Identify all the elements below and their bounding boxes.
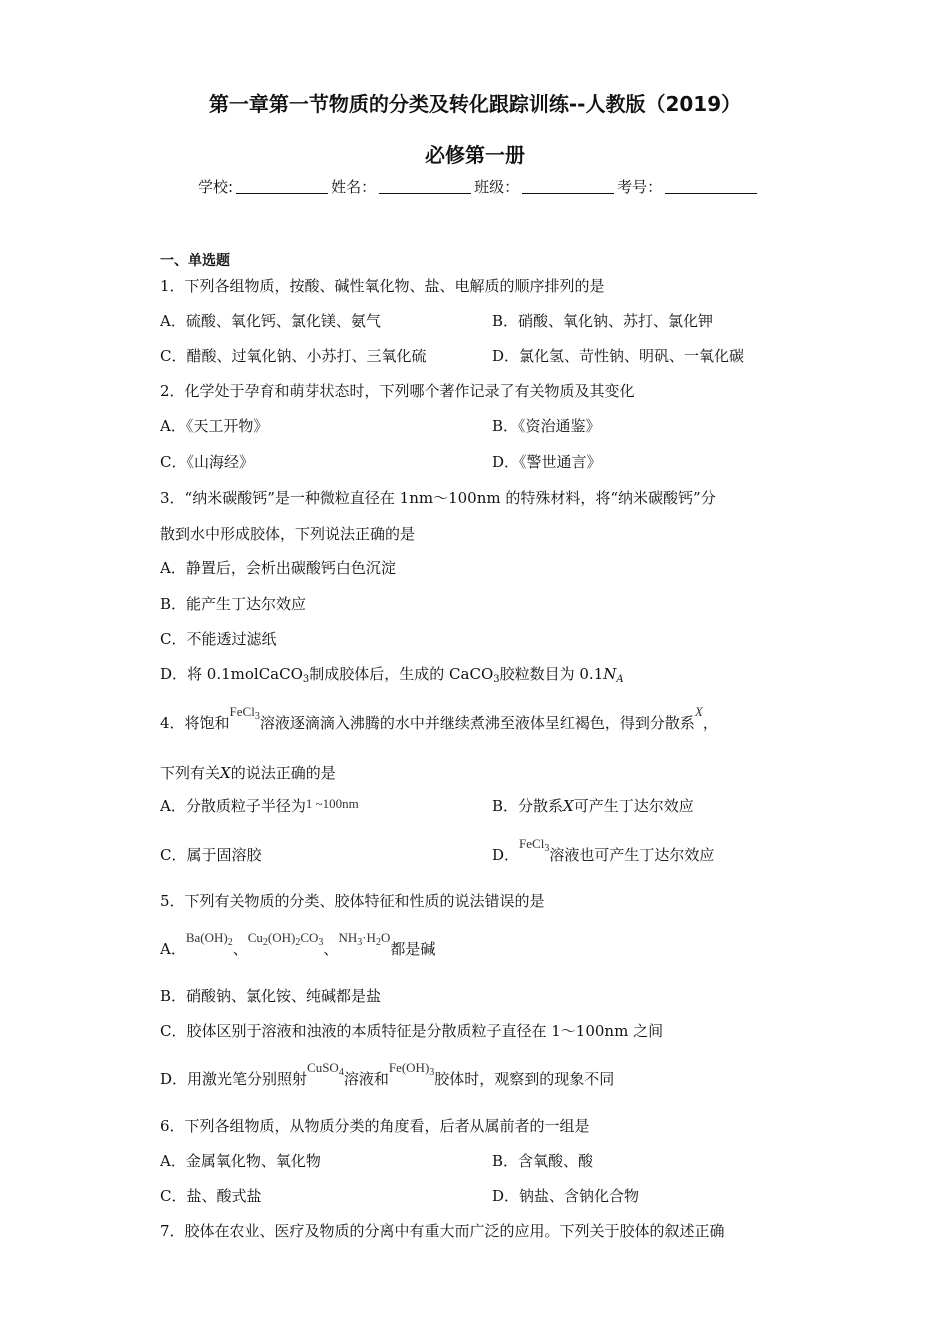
q3-stem-line1: 3．“纳米碳酸钙”是一种微粒直径在 1nm～100nm 的特殊材料，将“纳米碳酸钙”分 [160, 489, 716, 507]
q5-a-f2-sub2: 2 [295, 937, 301, 948]
q5-d-f2: Fe(OH) [388, 1060, 430, 1075]
q4-a-range: 1 ~100nm [305, 796, 359, 811]
q5-a-f2-sub3: 3 [318, 937, 324, 948]
q5-a-text: 都是碱 [390, 940, 436, 958]
q3-d-avogadro-sub: A [616, 674, 624, 685]
q5-a-label: A． [160, 940, 186, 958]
q2-stem: 2．化学处于孕育和萌芽状态时，下列哪个著作记录了有关物质及其变化 [160, 382, 635, 400]
q3-option-d [160, 663, 624, 685]
q5-d-text-3: 胶体时，观察到的现象不同 [434, 1070, 615, 1088]
q3-option-c: C．不能透过滤纸 [160, 630, 277, 648]
name-label: 姓名： [331, 178, 377, 196]
q4-stem2-text-1: 下列有关 [160, 764, 221, 782]
q6-option-d: D．钠盐、含钠化合物 [492, 1187, 640, 1205]
q3-option-b: B．能产生丁达尔效应 [160, 595, 307, 613]
q4-b-text-2: 可产生丁达尔效应 [573, 797, 694, 815]
class-blank[interactable] [522, 179, 614, 194]
q4-x-symbol-2: X [220, 764, 231, 782]
q4-stem-text-1: 4．将饱和 [160, 714, 230, 732]
id-blank[interactable] [665, 179, 757, 194]
q4-x-symbol: X [694, 704, 703, 719]
student-info-line [198, 176, 760, 197]
q5-a-f2-end: CO [300, 930, 319, 945]
q2-option-a: A．《天工开物》 [160, 417, 269, 435]
q5-a-f3-sub: 3 [357, 937, 363, 948]
q5-option-a [160, 930, 436, 960]
q6-stem: 6．下列各组物质，从物质分类的角度看，后者从属前者的一组是 [160, 1117, 590, 1135]
q4-fecl3-sub: 3 [254, 711, 260, 722]
school-blank[interactable] [236, 179, 328, 194]
q6-option-c: C．盐、酸式盐 [160, 1187, 262, 1205]
q3-d-sub-2: 3 [493, 674, 500, 685]
q5-a-sep-2: 、 [323, 940, 339, 958]
q4-option-b [492, 795, 694, 816]
q1-option-d: D．氯化氢、苛性钠、明矾、一氧化碳 [492, 347, 745, 365]
q5-a-formula-1 [185, 930, 233, 948]
q5-a-f3-end: O [380, 930, 391, 945]
q4-comma: ， [702, 714, 718, 732]
school-label: 学校: [198, 178, 234, 196]
q4-fecl3-formula [229, 704, 260, 722]
q5-d-f2-sub: 3 [429, 1067, 435, 1078]
q5-a-sep-1: 、 [232, 940, 248, 958]
q3-d-text-1: D．将 0.1molCaCO [160, 665, 303, 683]
q3-d-text-3: 胶粒数目为 0.1 [499, 665, 604, 683]
q4-fecl3-text: FeCl [229, 704, 255, 719]
q3-d-text-2: 制成胶体后，生成的 CaCO [309, 665, 494, 683]
q4-a-text: A．分散质粒子半径为 [160, 797, 306, 815]
q4-stem-text-2: 溶液逐滴滴入沸腾的水中并继续煮沸至液体呈红褐色，得到分散系 [259, 714, 695, 732]
page-subtitle: 必修第一册 [425, 143, 525, 167]
q5-stem: 5．下列有关物质的分类、胶体特征和性质的说法错误的是 [160, 892, 545, 910]
q1-option-c: C．醋酸、过氧化钠、小苏打、三氧化硫 [160, 347, 427, 365]
q5-a-f2: Cu [247, 930, 263, 945]
class-label: 班级： [474, 178, 520, 196]
q4-stem2-text-2: 的说法正确的是 [230, 764, 336, 782]
q3-stem-line2: 散到水中形成胶体，下列说法正确的是 [160, 525, 416, 543]
q1-stem: 1．下列各组物质，按酸、碱性氧化物、盐、电解质的顺序排列的是 [160, 277, 605, 295]
q4-option-d [492, 836, 715, 866]
q4-d-text-2: 溶液也可产生丁达尔效应 [549, 846, 715, 864]
q4-option-c: C．属于固溶胶 [160, 846, 262, 864]
page-title: 第一章第一节物质的分类及转化跟踪训练--人教版（2019） [208, 92, 742, 116]
q5-option-d [160, 1060, 615, 1090]
q5-a-f1-sub: 2 [227, 937, 233, 948]
q2-option-d: D．《警世通言》 [492, 453, 602, 471]
q4-b-x: X [563, 797, 574, 815]
q5-a-f3: NH [338, 930, 358, 945]
q4-d-fecl3-sub: 3 [544, 843, 550, 854]
q7-stem: 7．胶体在农业、医疗及物质的分离中有重大而广泛的应用。下列关于胶体的叙述正确 [160, 1222, 725, 1240]
q5-d-text-2: 溶液和 [343, 1070, 389, 1088]
q6-option-a: A．金属氧化物、氧化物 [160, 1152, 321, 1170]
q6-option-b: B．含氧酸、酸 [492, 1152, 594, 1170]
q5-d-cuso4 [307, 1060, 344, 1078]
q2-option-b: B．《资治通鉴》 [492, 417, 601, 435]
q4-stem-line2 [160, 762, 336, 783]
q5-d-feoh3 [388, 1060, 435, 1078]
q5-a-f3-mid: ·H [362, 930, 376, 945]
q3-option-a: A．静置后，会析出碳酸钙白色沉淀 [160, 559, 396, 577]
q5-d-f1-sub: 4 [338, 1067, 344, 1078]
q5-a-f2-mid: (OH) [267, 930, 296, 945]
q4-option-a [160, 795, 359, 816]
q5-a-f3-sub2: 2 [375, 937, 381, 948]
q5-option-b: B．硝酸钠、氯化铵、纯碱都是盐 [160, 987, 382, 1005]
q5-a-formula-2 [247, 930, 324, 948]
q4-d-fecl3-text: FeCl [519, 836, 545, 851]
q5-a-f2-sub1: 2 [262, 937, 268, 948]
q4-stem-line1 [160, 704, 718, 734]
q3-d-avogadro: N [603, 665, 617, 683]
q5-d-text-1: D．用激光笔分别照射 [160, 1070, 308, 1088]
name-blank[interactable] [379, 179, 471, 194]
section-title: 一、单选题 [160, 253, 230, 269]
q2-option-c: C．《山海经》 [160, 453, 254, 471]
q5-option-c: C．胶体区别于溶液和浊液的本质特征是分散质粒子直径在 1～100nm 之间 [160, 1022, 664, 1040]
id-label: 考号： [617, 178, 663, 196]
q4-b-text-1: B．分散系 [492, 797, 564, 815]
q4-d-text-1: D． [492, 846, 520, 864]
q3-d-sub-1: 3 [302, 674, 310, 685]
q5-a-formula-3 [338, 930, 391, 948]
q5-a-f1: Ba(OH) [185, 930, 228, 945]
q5-d-f1: CuSO [307, 1060, 339, 1075]
q1-option-a: A．硫酸、氧化钙、氯化镁、氨气 [160, 312, 381, 330]
q1-option-b: B．硝酸、氧化钠、苏打、氯化钾 [492, 312, 714, 330]
q4-d-fecl3 [519, 836, 550, 854]
